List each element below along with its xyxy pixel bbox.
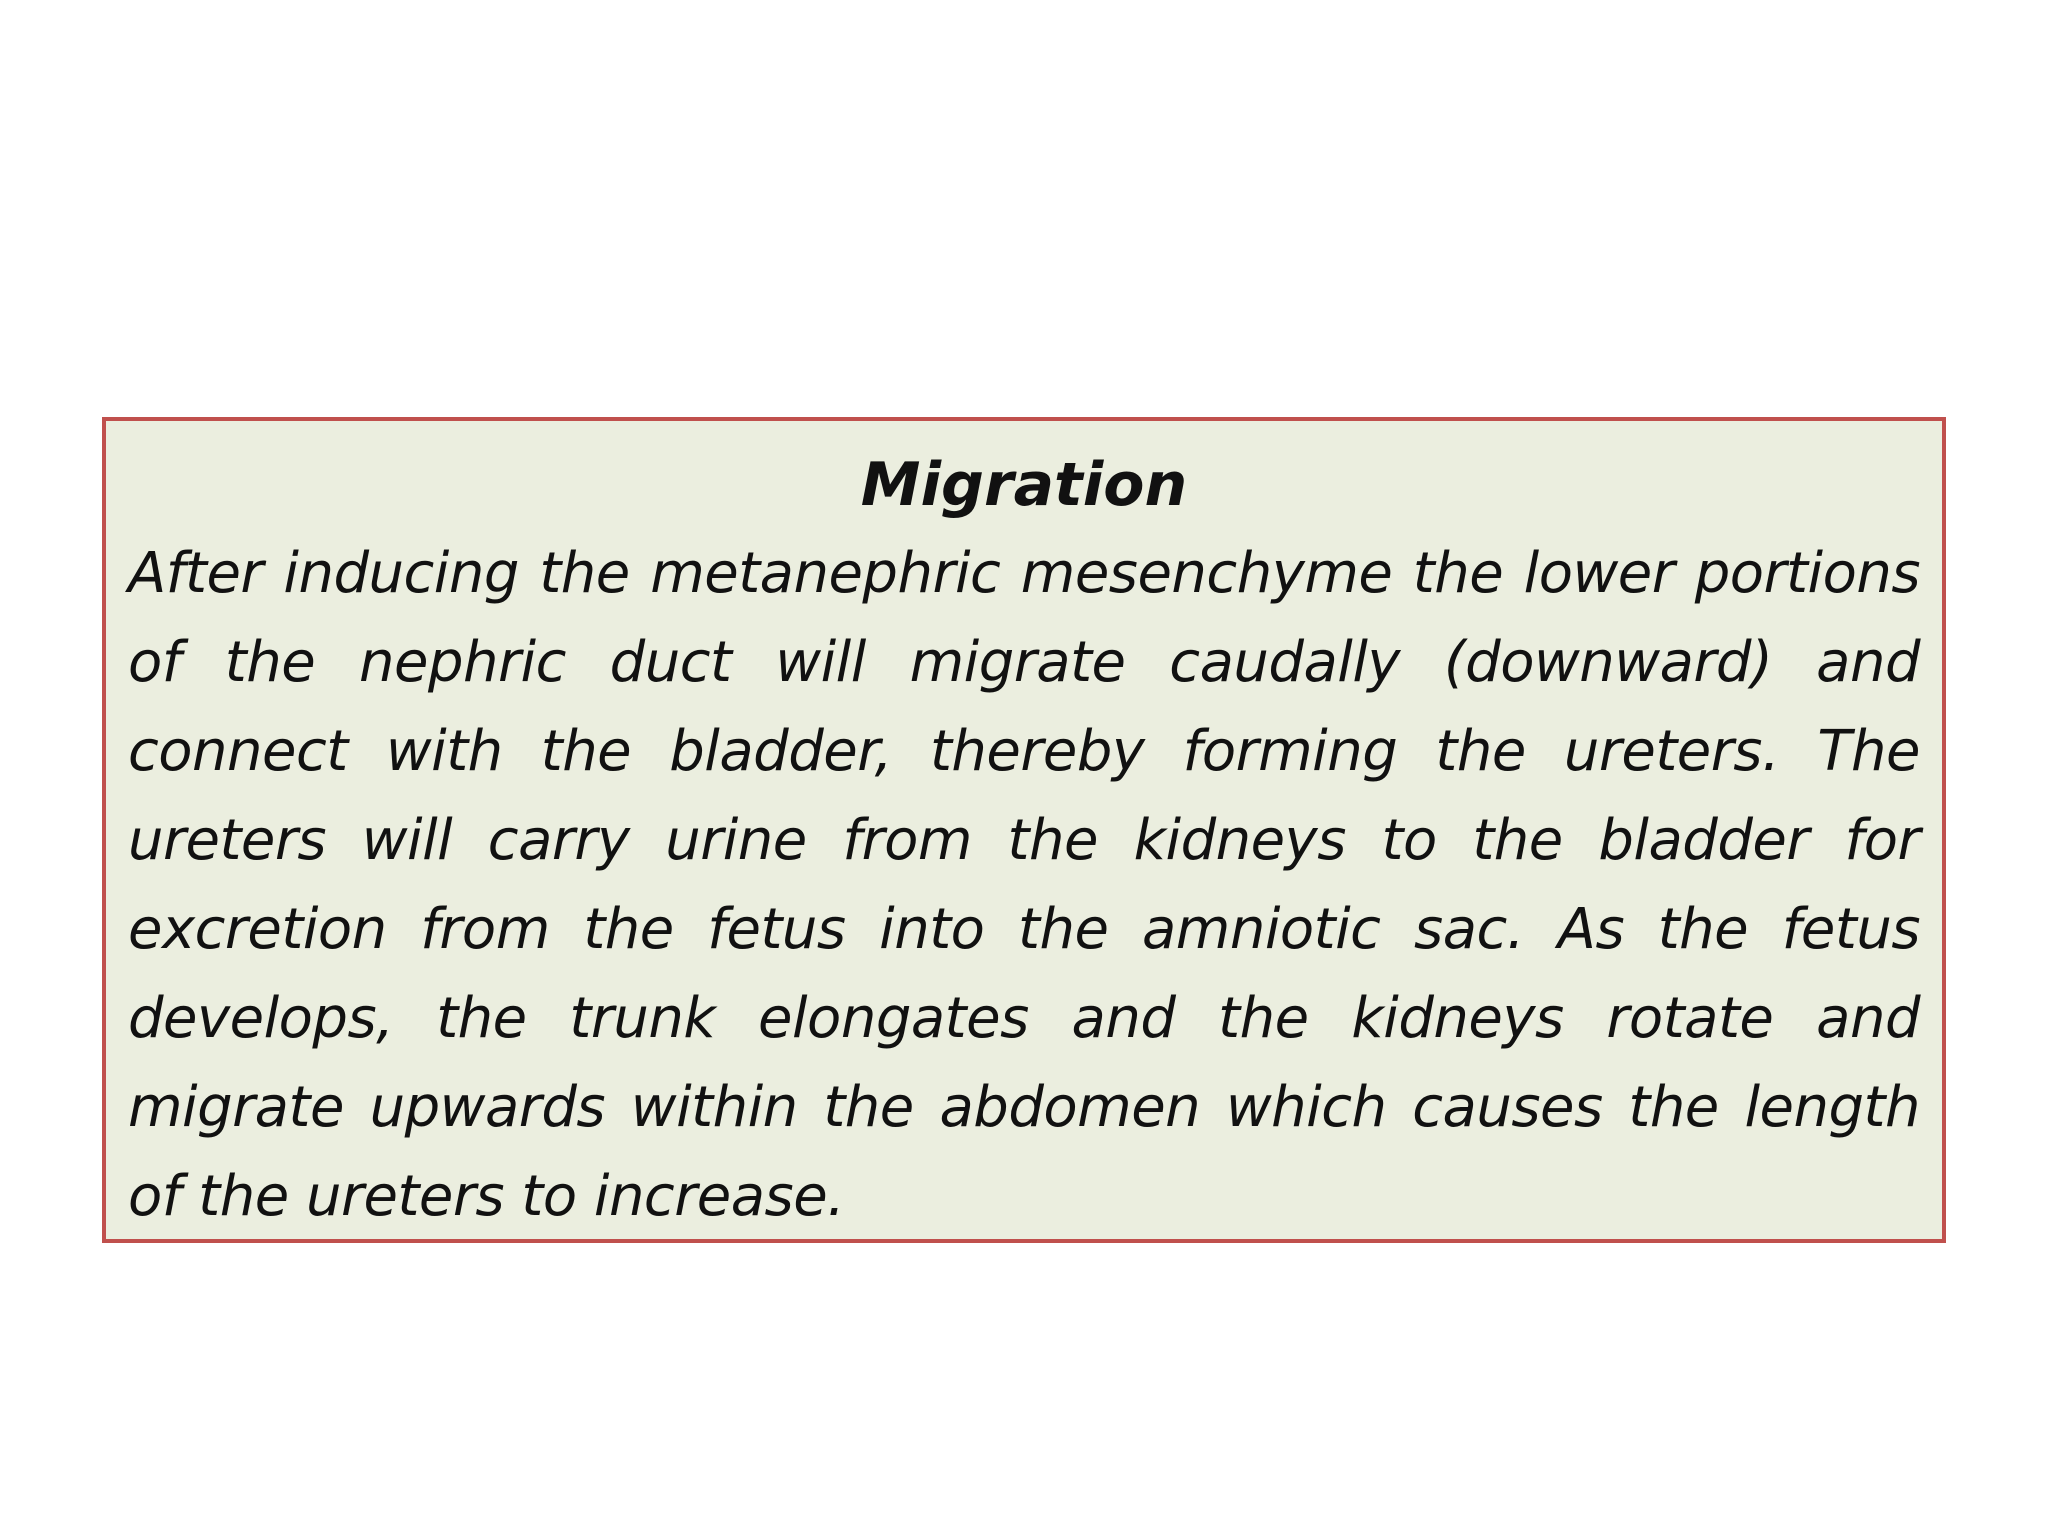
slide-body-text: After inducing the metanephric mesenchyme the lower portions of the nephric duct will migrate caudally (downward) and connect with the bladder, thereby forming the ureters. The ureters will carry urine from the kidneys to the bladder for excretion from the fetus into the amniotic sac. As the fetus develops, the trunk elongates and the kidneys rotate and migrate upwards within the abdomen which causes the length of the ureters to increase. bbox=[128, 541, 1920, 1229]
slide-title: Migration bbox=[860, 450, 1188, 520]
content-box bbox=[102, 417, 1946, 1243]
